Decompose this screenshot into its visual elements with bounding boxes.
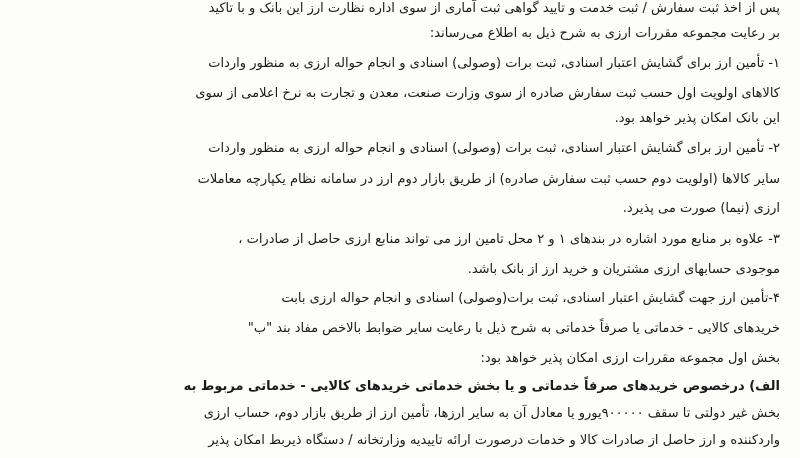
text-line: الف) درخصوص خریدهای صرفاً خدماتی و یا بخش خدماتی خریدهای کالایی - خدماتی مربوط به xyxy=(183,379,780,394)
text-line: ۴-تأمین ارز جهت گشایش اعتبار اسنادی، ثبت برات(وصولی) اسنادی و انجام حواله ارزی بابت xyxy=(281,291,780,306)
text-line: موجودی حسابهای ارزی مشتریان و خرید ارز از بانک باشد. xyxy=(467,262,780,277)
text-line: ۲- تأمین ارز برای گشایش اعتبار اسنادی، ثبت برات (وصولی) اسنادی و انجام حواله ارزی به منظور واردات xyxy=(208,141,780,156)
text-line: پس از اخذ ثبت سفارش / ثبت خدمت و تایید گواهی ثبت آماری از سوی اداره نظارت ارز این بانک و با تاکید xyxy=(208,1,780,16)
text-line: ۱- تأمین ارز برای گشایش اعتبار اسنادی، ثبت برات (وصولی) اسنادی و انجام حواله ارزی به منظور واردات xyxy=(208,56,780,71)
text-line: بر رعایت مجموعه مقررات ارزی به شرح ذیل به اطلاع می‌رساند: xyxy=(429,26,780,41)
text-line: سایر کالاها (اولویت دوم حسب ثبت سفارش صادره) از طریق بازار دوم ارز در سامانه نظام یکپارچه معاملات xyxy=(197,172,780,187)
text-line: بخش غیر دولتی تا سقف ۹۰۰۰۰۰یورو یا معادل آن به سایر ارزها، تأمین ارز از طریق بازار دوم، حساب ارزی xyxy=(203,406,780,421)
text-line: واردکننده و ارز حاصل از صادرات کالا و خدمات درصورت ارائه تاییدیه وزارتخانه / دستگاه ذیربط امکان پذیر xyxy=(208,433,780,448)
text-line: کالاهای اولویت اول حسب ثبت سفارش صادره از سوی وزارت صنعت، معدن و تجارت به نرخ اعلامی از سوی xyxy=(195,86,780,101)
text-line: این بانک امکان پذیر خواهد بود. xyxy=(614,111,780,126)
text-line: ۳- علاوه بر منابع مورد اشاره در بندهای ۱ و ۲ محل تامین ارز می تواند منابع ارزی حاصل از صادرات ، xyxy=(238,232,780,247)
text-line: ارزی (نیما) صورت می پذیرد. xyxy=(622,201,780,216)
text-line: خریدهای کالایی - خدماتی یا صرفاً خدماتی به شرح ذیل با رعایت سایر ضوابط بالاخص مفاد بند "ب" xyxy=(247,321,780,336)
text-line: بخش اول مجموعه مقررات ارزی امکان پذیر خواهد بود: xyxy=(480,351,780,366)
